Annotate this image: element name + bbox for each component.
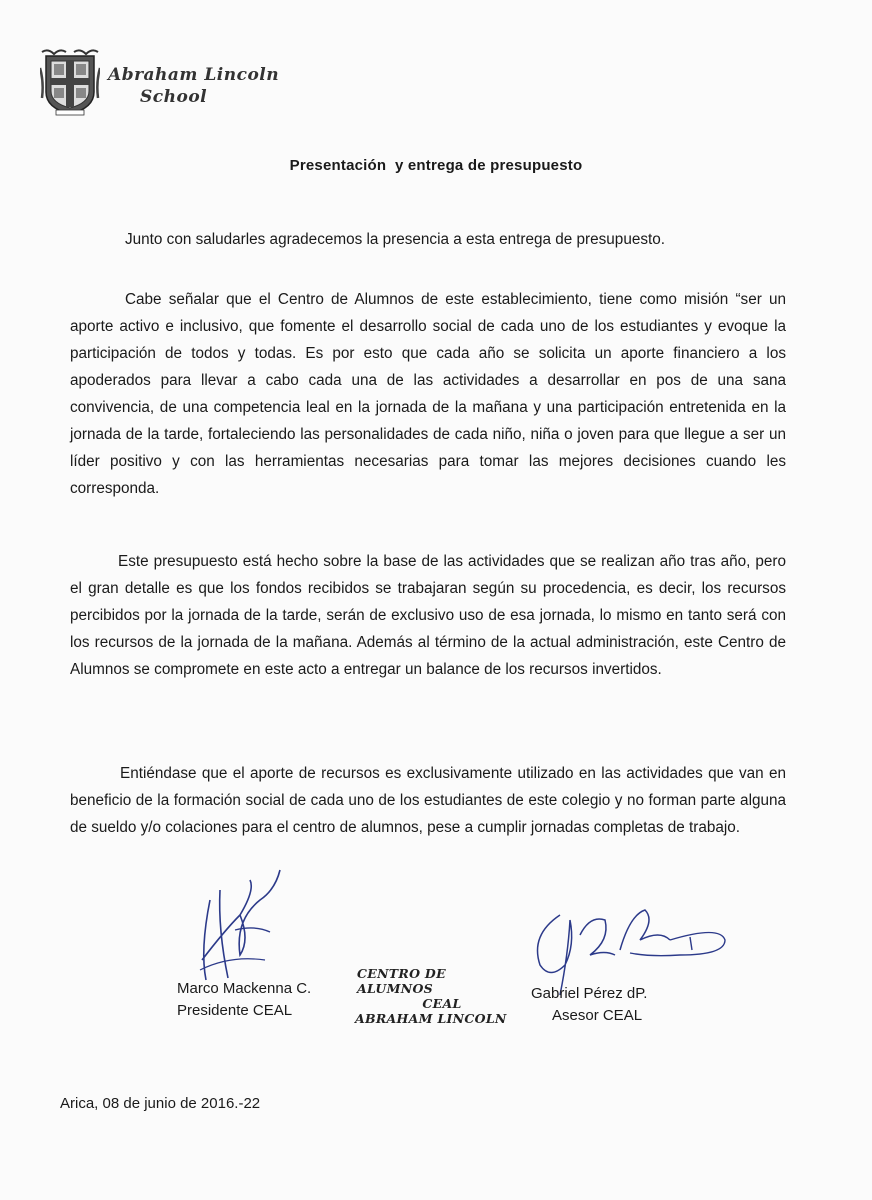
- stamp-line1: CENTRO DE ALUMNOS: [357, 966, 446, 996]
- ceal-stamp: [355, 966, 515, 1026]
- signatory-left-name: Marco Mackenna C.: [177, 980, 312, 997]
- school-name-line2: School: [140, 87, 208, 107]
- signatory-right-name: Gabriel Pérez dP.: [531, 985, 648, 1002]
- paragraph-mission: Cabe señalar que el Centro de Alumnos de este establecimiento, tiene como misión “ser un aporte activo e inclusivo, que fomente el desarrollo social de cada uno de los estudiantes y evoque la participación de todos y todas. Es por esto que cada año se solicita un aporte financiero a los apoderados para llevar a cabo cada una de las actividades a desarrollar en pos de una sana convivencia, de una competencia leal en la jornada de la mañana y una participación entretenida en la jornada de la tarde, fortaleciendo las personalidades de cada niño, niña o joven para que llegue a ser un líder positivo y con las herramientas necesarias para tomar las mejores decisiones cuando les corresponda.: [70, 291, 786, 497]
- signatory-right: [531, 983, 647, 1027]
- intro-paragraph: Junto con saludarles agradecemos la presencia a esta entrega de presupuesto.: [125, 231, 665, 248]
- paragraph-budget: Este presupuesto está hecho sobre la base de las actividades que se realizan año tras año, pero el gran detalle es que los fondos recibidos se trabajaran según su procedencia, es decir, los recursos percibidos por la jornada de la tarde, serán de exclusivo uso de esa jornada, lo mismo en tanto será con los recursos de la jornada de la mañana. Además al término de la actual administración, este Centro de Alumnos se compromete en este acto a entregar un balance de los recursos invertidos.: [70, 553, 786, 678]
- signature-left-icon: [180, 860, 300, 990]
- signatory-left: [177, 978, 311, 1022]
- stamp-line2: CEAL: [422, 996, 462, 1011]
- signatory-left-role: Presidente CEAL: [177, 1002, 293, 1019]
- document-date: Arica, 08 de junio de 2016.-22: [60, 1095, 261, 1112]
- paragraph-resources: Entiéndase que el aporte de recursos es exclusivamente utilizado en las actividades que van en beneficio de la formación social de cada uno de los estudiantes de este colegio y no forman parte alguna de sueldo y/o colaciones para el centro de alumnos, pese a cumplir jornadas completas de trabajo.: [70, 765, 786, 836]
- signatory-right-role: Asesor CEAL: [552, 1007, 643, 1024]
- document-title: [0, 157, 872, 174]
- document-title-text: Presentación y entrega de presupuesto: [289, 157, 583, 174]
- stamp-line3: ABRAHAM LINCOLN: [355, 1011, 507, 1026]
- school-name-logo: [108, 64, 279, 108]
- school-name-line1: Abraham Lincoln: [108, 65, 280, 85]
- school-crest-icon: [40, 48, 100, 116]
